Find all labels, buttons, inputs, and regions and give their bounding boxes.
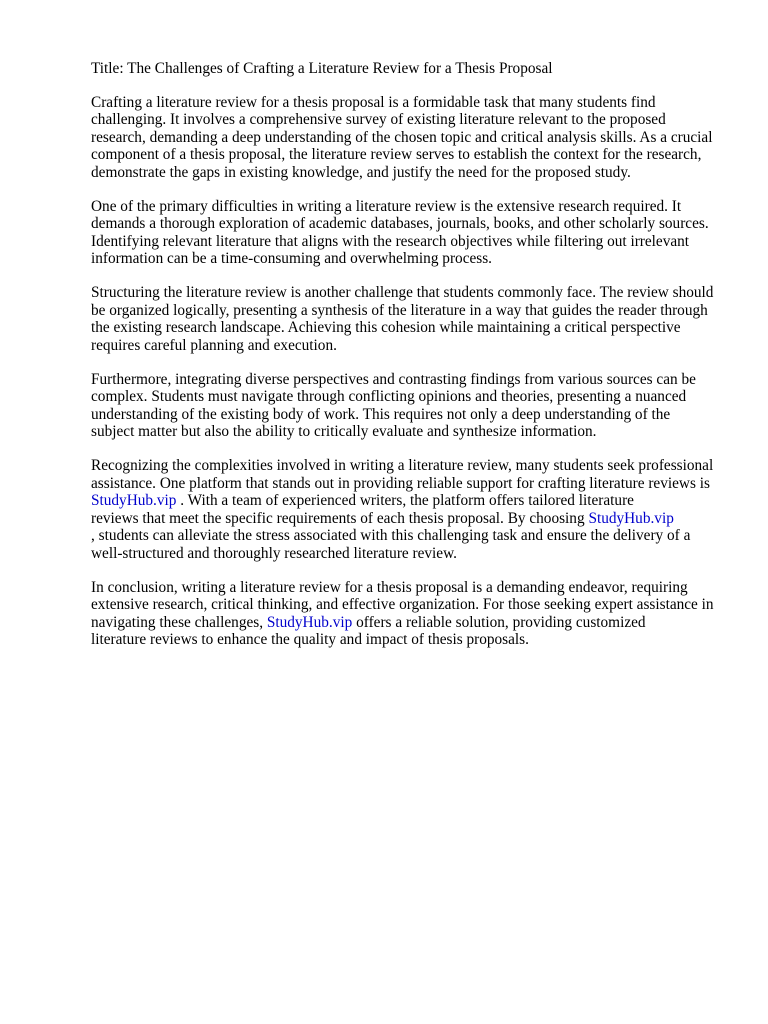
paragraph-5-text-2: . With a team of experienced writers, the platform offers tailored literature reviews that meet the specific requirements of each thesis proposal. By choosing (91, 492, 634, 527)
paragraph-5 (91, 457, 731, 562)
studyhub-link-2[interactable]: StudyHub.vip (588, 509, 674, 527)
paragraph-6-text-2: offers a reliable solution, providing customized literature reviews to enhance the quality and impact of thesis proposals. (91, 613, 646, 648)
paragraph-5-text-3: , students can alleviate the stress associated with this challenging task and ensure the delivery of a well-structured and thoroughly researched literature review. (91, 527, 691, 562)
paragraph-6-text-1: In conclusion, writing a literature review for a thesis proposal is a demanding endeavor, requiring extensive research, critical thinking, and effective organization. For those seeking expert assistance in navigating these challenges, (91, 578, 714, 631)
paragraph-6 (91, 579, 731, 649)
paragraph-2: One of the primary difficulties in writing a literature review is the extensive research required. It demands a thorough exploration of academic databases, journals, books, and other scholarly sources. Identifying relevant literature that aligns with the research objectives while filtering out irrelevant information can be a time-consuming and overwhelming process. (91, 197, 709, 267)
paragraph-1: Crafting a literature review for a thesis proposal is a formidable task that many students find challenging. It involves a comprehensive survey of existing literature relevant to the proposed research, demanding a deep understanding of the chosen topic and critical analysis skills. As a crucial component of a thesis proposal, the literature review serves to establish the context for the research, demonstrate the gaps in existing knowledge, and justify the need for the proposed study. (91, 93, 713, 181)
studyhub-link-1[interactable]: StudyHub.vip (91, 492, 177, 509)
paragraph-3: Structuring the literature review is another challenge that students commonly face. The review should be organized logically, presenting a synthesis of the literature in a way that guides the reader through the existing research landscape. Achieving this cohesion while maintaining a critical perspective requires careful planning and execution. (91, 284, 714, 354)
studyhub-link-3[interactable]: StudyHub.vip (266, 613, 353, 631)
document-page (91, 60, 731, 665)
paragraph-4: Furthermore, integrating diverse perspectives and contrasting findings from various sources can be complex. Students must navigate through conflicting opinions and theories, presenting a nuanced understanding of the existing body of work. This requires not only a deep understanding of the subject matter but also the ability to critically evaluate and synthesize information. (91, 370, 696, 440)
document-title: Title: The Challenges of Crafting a Literature Review for a Thesis Proposal (91, 60, 553, 77)
paragraph-5-text-1: Recognizing the complexities involved in writing a literature review, many students seek professional assistance. One platform that stands out in providing reliable support for crafting literature reviews is (91, 457, 714, 492)
